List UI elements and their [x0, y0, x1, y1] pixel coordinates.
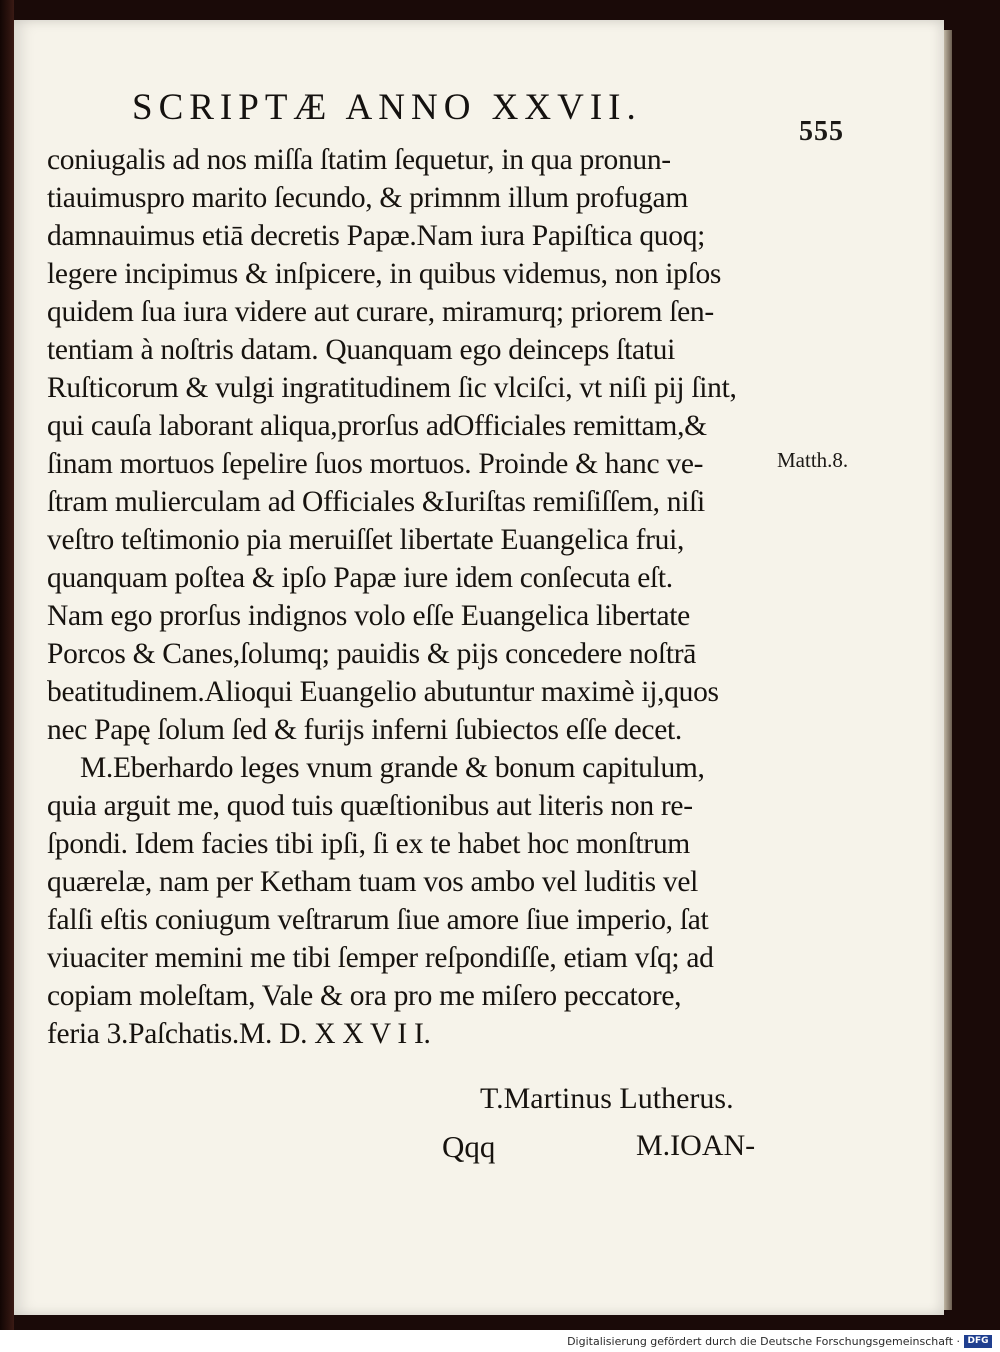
running-head: SCRIPTÆ ANNO XXVII.: [132, 87, 642, 128]
text-line: Ruſticorum & vulgi ingratitudinem ſic vlciſci, vt niſi pij ſint,: [47, 372, 737, 404]
text-line: quidem ſua iura videre aut curare, miramurq; priorem ſen-: [47, 296, 714, 328]
text-line: feria 3.Paſchatis.M. D. X X V I I.: [47, 1018, 431, 1050]
text-line: beatitudinem.Alioqui Euangelio abutuntur maximè ij,quos: [47, 676, 719, 708]
text-line: veſtro teſtimonio pia meruiſſet libertate Euangelica frui,: [47, 524, 685, 556]
text-line: quærelæ, nam per Ketham tuam vos ambo vel luditis vel: [47, 866, 699, 898]
text-line: legere incipimus & inſpicere, in quibus videmus, non ipſos: [47, 258, 722, 290]
signature-mark: Qqq: [442, 1129, 496, 1164]
book-binding: [0, 0, 14, 1330]
text-line: ſtram mulierculam ad Officiales &Iuriſtas remiſiſſem, niſi: [47, 486, 705, 518]
text-line: falſi eſtis coniugum veſtrarum ſiue amore ſiue imperio, ſat: [47, 904, 709, 936]
text-line: coniugalis ad nos miſſa ſtatim ſequetur, in qua pronun-: [47, 144, 671, 176]
text-line: Porcos & Canes,ſolumq; pauidis & pijs concedere noſtrā: [47, 638, 697, 670]
signature: T.Martinus Lutherus.: [480, 1082, 734, 1115]
text-line: Nam ego prorſus indignos volo eſſe Euangelica libertate: [47, 600, 690, 632]
text-line: copiam moleſtam, Vale & ora pro me miſero peccatore,: [47, 980, 682, 1012]
text-line: quanquam poſtea & ipſo Papæ iure idem conſecuta eſt.: [47, 562, 673, 594]
text-line: damnauimus etiā decretis Papæ.Nam iura Papiſtica quoq;: [47, 220, 706, 252]
footer-credit: Digitalisierung gefördert durch die Deutsche Forschungsgemeinschaft ·: [567, 1335, 960, 1348]
text-line: quia arguit me, quod tuis quæſtionibus aut literis non re-: [47, 790, 693, 822]
marginal-note: Matth.8.: [777, 448, 849, 472]
book-page: [14, 20, 944, 1315]
text-line: tentiam à noſtris datam. Quanquam ego deinceps ſtatui: [47, 334, 676, 366]
dfg-logo-icon: DFG: [964, 1335, 992, 1348]
page-edge: [944, 30, 952, 1310]
folio-number: 555: [799, 116, 844, 147]
catchword: M.IOAN-: [636, 1129, 756, 1162]
text-line: nec Papę ſolum ſed & furijs inferni ſubiectos eſſe decet.: [47, 714, 682, 746]
text-line: tiauimuspro marito ſecundo, & primnm illum profugam: [47, 182, 688, 214]
text-line: viuaciter memini me tibi ſemper reſpondiſſe, etiam vſq; ad: [47, 942, 714, 974]
body-text: [14, 20, 944, 1315]
text-line: ſinam mortuos ſepelire ſuos mortuos. Proinde & hanc ve-: [47, 448, 704, 480]
text-line: qui cauſa laborant aliqua,prorſus adOfficiales remittam,&: [47, 410, 707, 442]
text-line: ſpondi. Idem facies tibi ipſi, ſi ex te habet hoc monſtrum: [47, 828, 690, 860]
text-line: M.Eberhardo leges vnum grande & bonum capitulum,: [80, 752, 705, 784]
